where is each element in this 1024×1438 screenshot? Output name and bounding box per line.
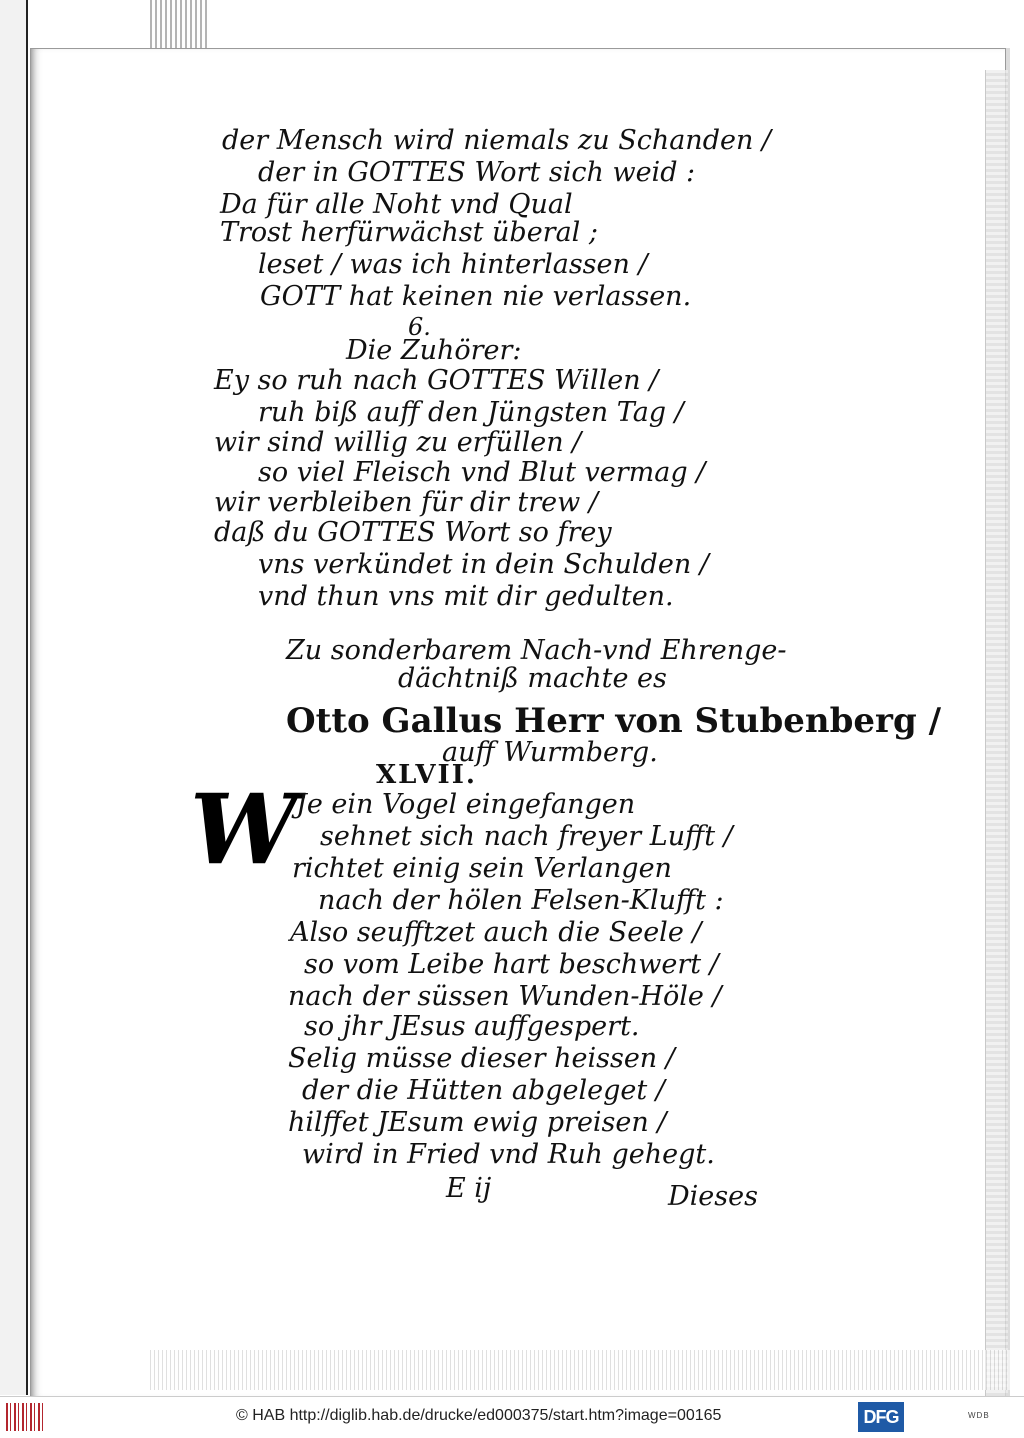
poem-line: vns verkündet in dein Schulden /	[258, 549, 709, 580]
catchword: Dieses	[668, 1181, 758, 1212]
section-numeral: XLVII.	[376, 760, 477, 790]
poem-line: so vom Leibe hart beschwert /	[304, 949, 719, 980]
poem-line: so viel Fleisch vnd Blut vermag /	[258, 457, 706, 488]
author-place: auff Wurmberg.	[442, 737, 658, 768]
poem-line: Je ein Vogel eingefangen	[296, 789, 636, 820]
poem-line: hilffet JEsum ewig preisen /	[288, 1107, 667, 1138]
poem-line: der in GOTTES Wort sich weid :	[258, 157, 696, 188]
stanza-number: 6.	[408, 313, 431, 341]
poem-line: so jhr JEsus auffgespert.	[304, 1011, 640, 1042]
poem-line: Ey so ruh nach GOTTES Willen /	[214, 365, 659, 396]
barcode-icon	[6, 1403, 46, 1431]
poem-line: vnd thun vns mit dir gedulten.	[258, 581, 674, 612]
poem-line: der die Hütten abgeleget /	[302, 1075, 665, 1106]
wdb-tag: WDB	[968, 1411, 990, 1420]
scan-left-edge	[0, 0, 28, 1395]
dedication-line: Zu sonderbarem Nach-vnd Ehrenge-	[286, 635, 787, 666]
poem-line: Selig müsse dieser heissen /	[288, 1043, 675, 1074]
dfg-logo[interactable]: DFG	[858, 1402, 904, 1432]
decorated-initial: W	[190, 773, 298, 886]
poem-line: daß du GOTTES Wort so frey	[214, 517, 612, 548]
viewer-footer	[0, 1396, 1024, 1438]
poem-line: leset / was ich hinterlassen /	[258, 249, 648, 280]
poem-line: richtet einig sein Verlangen	[292, 853, 672, 884]
poem-line: Also seufftzet auch die Seele /	[290, 917, 702, 948]
poem-line: ruh biß auff den Jüngsten Tag /	[258, 397, 684, 428]
poem-line: Trost herfürwächst überal ;	[220, 217, 598, 248]
page-fold	[985, 70, 1008, 1400]
author-name: Otto Gallus Herr von Stubenberg /	[286, 701, 941, 741]
poem-line: Da für alle Noht vnd Qual	[220, 189, 573, 220]
dedication-line: dächtniß machte es	[398, 663, 667, 694]
page-bottom-shadow	[150, 1350, 1010, 1390]
poem-line: der Mensch wird niemals zu Schanden /	[222, 125, 772, 156]
poem-line: nach der hölen Felsen-Klufft :	[318, 885, 724, 916]
poem-line: GOTT hat keinen nie verlassen.	[260, 281, 692, 312]
signature-mark: E ij	[446, 1173, 492, 1204]
poem-line: wird in Fried vnd Ruh gehegt.	[302, 1139, 715, 1170]
poem-line: sehnet sich nach freyer Lufft /	[320, 821, 733, 852]
copyright-link[interactable]: © HAB http://diglib.hab.de/drucke/ed000375/start.htm?image=00165	[236, 1407, 722, 1424]
poem-line: nach der süssen Wunden-Höle /	[288, 981, 722, 1012]
poem-line: wir verbleiben für dir trew /	[214, 487, 598, 518]
scan-top-strip	[150, 0, 210, 52]
poem-line: wir sind willig zu erfüllen /	[214, 427, 582, 458]
speaker-heading: Die Zuhörer:	[346, 335, 522, 366]
